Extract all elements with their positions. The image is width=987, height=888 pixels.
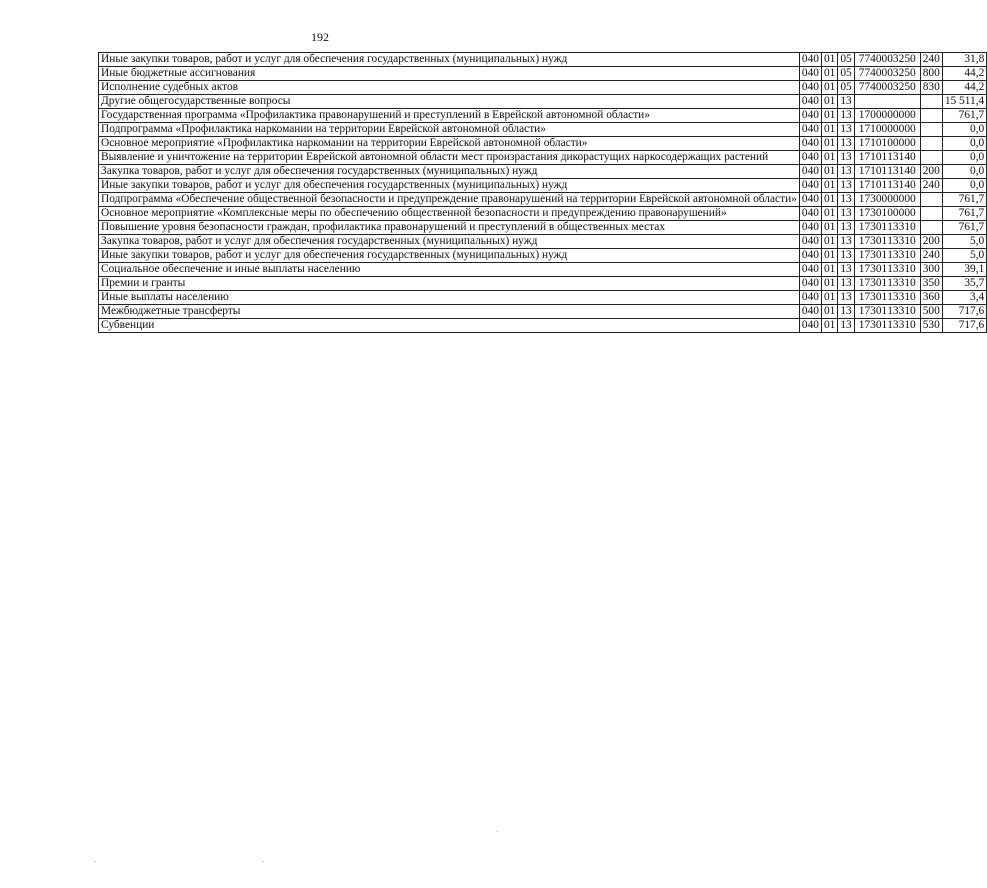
pr-code: 13	[838, 263, 854, 277]
row-name: Основное мероприятие «Профилактика наркомании на территории Еврейской автономной области»	[99, 137, 800, 151]
row-sum: 44,2	[942, 81, 986, 95]
cstr-code	[854, 277, 920, 291]
row-sum: 717,6	[942, 305, 986, 319]
program-code: 17	[858, 277, 871, 289]
vr-code: 530	[920, 319, 942, 333]
row-name: Социальное обеспечение и иные выплаты населению	[99, 263, 800, 277]
gr-code: 040	[799, 179, 821, 193]
rz-code: 01	[821, 249, 837, 263]
row-sum: 761,7	[942, 193, 986, 207]
cstr-code-parts	[857, 263, 918, 276]
row-sum: 5,0	[942, 235, 986, 249]
row-name: Иные закупки товаров, работ и услуг для обеспечения государственных (муниципальных) нужд	[99, 53, 800, 67]
row-sum: 39,1	[942, 263, 986, 277]
row-sum: 15 511,4	[942, 95, 986, 109]
row-name: Иные закупки товаров, работ и услуг для обеспечения государственных (муниципальных) нужд	[99, 179, 800, 193]
vr-code	[920, 137, 942, 151]
pr-code: 13	[838, 207, 854, 221]
vr-code	[920, 193, 942, 207]
row-name: Межбюджетные трансферты	[99, 305, 800, 319]
page-number: 192	[311, 30, 329, 44]
rz-code: 01	[821, 67, 837, 81]
cstr-code-parts	[857, 221, 918, 234]
gr-code: 040	[799, 207, 821, 221]
cstr-code	[854, 165, 920, 179]
measure-code: 01	[875, 305, 888, 317]
rz-code: 01	[821, 291, 837, 305]
subprogram-code: 3	[870, 319, 876, 331]
row-name: Исполнение судебных актов	[99, 81, 800, 95]
row-name: Основное мероприятие «Комплексные меры по обеспечению общественной безопасности и предупреждению правонарушений»	[99, 207, 800, 221]
direction-code: 13310	[887, 305, 916, 317]
gr-code: 040	[799, 95, 821, 109]
direction-code: 13310	[887, 319, 916, 331]
cstr-code	[854, 235, 920, 249]
rz-code: 01	[821, 277, 837, 291]
cstr-code	[854, 95, 920, 109]
direction-code: 13310	[887, 221, 916, 233]
pr-code: 05	[838, 81, 854, 95]
subprogram-code: 0	[870, 109, 876, 121]
rz-code: 01	[821, 207, 837, 221]
table-row	[99, 165, 987, 179]
direction-code: 13310	[887, 249, 916, 261]
pr-code: 13	[838, 319, 854, 333]
gr-code: 040	[799, 221, 821, 235]
gr-code: 040	[799, 53, 821, 67]
rz-code: 01	[821, 53, 837, 67]
cstr-code	[854, 207, 920, 221]
cstr-code	[854, 81, 920, 95]
row-name: Субвенции	[99, 319, 800, 333]
table-row	[99, 277, 987, 291]
measure-code: 00	[875, 109, 888, 121]
gr-code: 040	[799, 165, 821, 179]
scan-speck: ·	[94, 858, 97, 866]
vr-code: 830	[920, 81, 942, 95]
cstr-code-parts	[857, 235, 918, 248]
cstr-code	[854, 53, 920, 67]
cstr-code-parts	[857, 277, 918, 290]
direction-code: 00000	[887, 193, 916, 205]
cstr-code	[854, 137, 920, 151]
row-sum: 761,7	[942, 221, 986, 235]
program-code: 17	[858, 179, 871, 191]
pr-code: 13	[838, 193, 854, 207]
direction-code: 00000	[887, 207, 916, 219]
program-code: 17	[858, 221, 871, 233]
gr-code: 040	[799, 263, 821, 277]
measure-code: 00	[875, 81, 888, 93]
cstr-code-parts	[857, 291, 918, 304]
subprogram-code: 4	[870, 53, 876, 65]
table-row	[99, 67, 987, 81]
cstr-code-parts	[857, 249, 918, 262]
measure-code: 01	[875, 137, 888, 149]
vr-code	[920, 151, 942, 165]
pr-code: 13	[838, 109, 854, 123]
pr-code: 13	[838, 123, 854, 137]
pr-code: 13	[838, 277, 854, 291]
row-sum: 0,0	[942, 179, 986, 193]
row-sum: 0,0	[942, 137, 986, 151]
vr-code: 360	[920, 291, 942, 305]
program-code: 17	[858, 165, 871, 177]
program-code: 17	[858, 249, 871, 261]
pr-code: 05	[838, 53, 854, 67]
pr-code: 13	[838, 291, 854, 305]
program-code: 17	[858, 263, 871, 275]
table-row	[99, 109, 987, 123]
measure-code: 00	[875, 67, 888, 79]
rz-code: 01	[821, 221, 837, 235]
row-name: Закупка товаров, работ и услуг для обеспечения государственных (муниципальных) нужд	[99, 235, 800, 249]
row-sum: 31,8	[942, 53, 986, 67]
table-row	[99, 193, 987, 207]
subprogram-code: 3	[870, 249, 876, 261]
gr-code: 040	[799, 291, 821, 305]
cstr-code	[854, 319, 920, 333]
gr-code: 040	[799, 319, 821, 333]
table-row	[99, 235, 987, 249]
table-row	[99, 207, 987, 221]
subprogram-code: 4	[870, 67, 876, 79]
measure-code: 01	[875, 277, 888, 289]
vr-code: 300	[920, 263, 942, 277]
gr-code: 040	[799, 193, 821, 207]
row-sum: 0,0	[942, 165, 986, 179]
cstr-code-parts	[857, 67, 918, 80]
row-sum: 0,0	[942, 151, 986, 165]
scan-speck: ·	[496, 828, 499, 836]
program-code: 17	[858, 151, 871, 163]
measure-code: 01	[875, 235, 888, 247]
direction-code: 03250	[887, 67, 916, 79]
direction-code: 13310	[887, 235, 916, 247]
pr-code: 13	[838, 221, 854, 235]
table-row	[99, 291, 987, 305]
cstr-code-parts	[857, 123, 918, 136]
vr-code: 200	[920, 235, 942, 249]
cstr-code	[854, 221, 920, 235]
row-name: Иные выплаты населению	[99, 291, 800, 305]
subprogram-code: 4	[870, 81, 876, 93]
measure-code: 01	[875, 151, 888, 163]
table-row	[99, 81, 987, 95]
row-name: Повышение уровня безопасности граждан, профилактика правонарушений и преступлений в общественных местах	[99, 221, 800, 235]
subprogram-code: 3	[870, 207, 876, 219]
cstr-code	[854, 179, 920, 193]
rz-code: 01	[821, 137, 837, 151]
pr-code: 13	[838, 305, 854, 319]
program-code: 17	[858, 291, 871, 303]
vr-code: 200	[920, 165, 942, 179]
measure-code: 01	[875, 207, 888, 219]
vr-code	[920, 95, 942, 109]
gr-code: 040	[799, 109, 821, 123]
measure-code: 01	[875, 165, 888, 177]
measure-code: 01	[875, 291, 888, 303]
table-row	[99, 151, 987, 165]
gr-code: 040	[799, 67, 821, 81]
row-name: Премии и гранты	[99, 277, 800, 291]
program-code: 17	[858, 305, 871, 317]
row-name: Иные бюджетные ассигнования	[99, 67, 800, 81]
rz-code: 01	[821, 305, 837, 319]
row-sum: 717,6	[942, 319, 986, 333]
pr-code: 13	[838, 179, 854, 193]
table-row	[99, 95, 987, 109]
table-row	[99, 137, 987, 151]
program-code: 17	[858, 193, 871, 205]
program-code: 77	[858, 67, 871, 79]
row-name: Закупка товаров, работ и услуг для обеспечения государственных (муниципальных) нужд	[99, 165, 800, 179]
table-row	[99, 305, 987, 319]
cstr-code-parts	[857, 207, 918, 220]
table-row	[99, 179, 987, 193]
program-code: 77	[858, 81, 871, 93]
program-code: 17	[858, 319, 871, 331]
subprogram-code: 3	[870, 305, 876, 317]
table-row	[99, 53, 987, 67]
row-name: Государственная программа «Профилактика правонарушений и преступлений в Еврейской автономной области»	[99, 109, 800, 123]
cstr-code-parts	[857, 137, 918, 150]
rz-code: 01	[821, 95, 837, 109]
direction-code: 03250	[887, 81, 916, 93]
program-code: 77	[858, 53, 871, 65]
cstr-code	[854, 305, 920, 319]
direction-code: 13140	[887, 179, 916, 191]
direction-code: 13310	[887, 277, 916, 289]
direction-code: 13140	[887, 151, 916, 163]
scan-speck: ·	[262, 858, 265, 866]
rz-code: 01	[821, 81, 837, 95]
measure-code: 01	[875, 221, 888, 233]
row-sum: 44,2	[942, 67, 986, 81]
rz-code: 01	[821, 193, 837, 207]
subprogram-code: 3	[870, 193, 876, 205]
program-code: 17	[858, 235, 871, 247]
subprogram-code: 3	[870, 235, 876, 247]
subprogram-code: 1	[870, 123, 876, 135]
cstr-code	[854, 151, 920, 165]
gr-code: 040	[799, 151, 821, 165]
gr-code: 040	[799, 137, 821, 151]
table-row	[99, 123, 987, 137]
gr-code: 040	[799, 123, 821, 137]
measure-code: 01	[875, 249, 888, 261]
rz-code: 01	[821, 263, 837, 277]
subprogram-code: 3	[870, 277, 876, 289]
rz-code: 01	[821, 123, 837, 137]
cstr-code	[854, 67, 920, 81]
gr-code: 040	[799, 249, 821, 263]
program-code: 17	[858, 137, 871, 149]
vr-code	[920, 123, 942, 137]
gr-code: 040	[799, 277, 821, 291]
subprogram-code: 3	[870, 221, 876, 233]
vr-code	[920, 221, 942, 235]
row-sum: 3,4	[942, 291, 986, 305]
cstr-code-parts	[857, 193, 918, 206]
gr-code: 040	[799, 305, 821, 319]
cstr-code-parts	[857, 53, 918, 66]
program-code: 17	[858, 109, 871, 121]
pr-code: 13	[838, 95, 854, 109]
subprogram-code: 1	[870, 151, 876, 163]
budget-table-body	[99, 53, 987, 333]
row-name: Подпрограмма «Обеспечение общественной безопасности и предупреждение правонарушений на территории Еврейской автономной области»	[99, 193, 800, 207]
direction-code: 13140	[887, 165, 916, 177]
cstr-code	[854, 109, 920, 123]
row-sum: 35,7	[942, 277, 986, 291]
table-row	[99, 263, 987, 277]
subprogram-code: 1	[870, 179, 876, 191]
direction-code: 00000	[887, 137, 916, 149]
vr-code: 500	[920, 305, 942, 319]
cstr-code	[854, 249, 920, 263]
row-name: Выявление и уничтожение на территории Еврейской автономной области мест произрастания дикорастущих наркосодержащих растений	[99, 151, 800, 165]
direction-code: 00000	[887, 109, 916, 121]
vr-code	[920, 207, 942, 221]
table-row	[99, 249, 987, 263]
cstr-code-parts	[857, 319, 918, 332]
vr-code: 240	[920, 53, 942, 67]
rz-code: 01	[821, 235, 837, 249]
row-name: Другие общегосударственные вопросы	[99, 95, 800, 109]
gr-code: 040	[799, 235, 821, 249]
cstr-code-parts	[857, 165, 918, 178]
cstr-code	[854, 193, 920, 207]
cstr-code-parts	[857, 109, 918, 122]
cstr-code	[854, 123, 920, 137]
measure-code: 01	[875, 319, 888, 331]
pr-code: 13	[838, 151, 854, 165]
pr-code: 13	[838, 137, 854, 151]
pr-code: 13	[838, 235, 854, 249]
subprogram-code: 3	[870, 263, 876, 275]
vr-code: 350	[920, 277, 942, 291]
row-name: Иные закупки товаров, работ и услуг для обеспечения государственных (муниципальных) нужд	[99, 249, 800, 263]
row-name: Подпрограмма «Профилактика наркомании на территории Еврейской автономной области»	[99, 123, 800, 137]
vr-code: 240	[920, 249, 942, 263]
direction-code: 03250	[887, 53, 916, 65]
pr-code: 13	[838, 165, 854, 179]
measure-code: 00	[875, 53, 888, 65]
cstr-code	[854, 263, 920, 277]
cstr-code-parts	[857, 179, 918, 192]
cstr-code-parts	[857, 305, 918, 318]
gr-code: 040	[799, 81, 821, 95]
subprogram-code: 1	[870, 165, 876, 177]
table-row	[99, 221, 987, 235]
subprogram-code: 1	[870, 137, 876, 149]
rz-code: 01	[821, 179, 837, 193]
vr-code: 240	[920, 179, 942, 193]
cstr-code-parts	[857, 81, 918, 94]
rz-code: 01	[821, 319, 837, 333]
rz-code: 01	[821, 165, 837, 179]
vr-code	[920, 109, 942, 123]
program-code: 17	[858, 207, 871, 219]
row-sum: 761,7	[942, 207, 986, 221]
row-sum: 761,7	[942, 109, 986, 123]
measure-code: 01	[875, 179, 888, 191]
rz-code: 01	[821, 151, 837, 165]
direction-code: 00000	[887, 123, 916, 135]
table-row	[99, 319, 987, 333]
rz-code: 01	[821, 109, 837, 123]
subprogram-code: 3	[870, 291, 876, 303]
pr-code: 05	[838, 67, 854, 81]
budget-table	[98, 52, 987, 333]
pr-code: 13	[838, 249, 854, 263]
row-sum: 5,0	[942, 249, 986, 263]
vr-code: 800	[920, 67, 942, 81]
measure-code: 00	[875, 123, 888, 135]
measure-code: 01	[875, 263, 888, 275]
direction-code: 13310	[887, 263, 916, 275]
cstr-code	[854, 291, 920, 305]
program-code: 17	[858, 123, 871, 135]
row-sum: 0,0	[942, 123, 986, 137]
cstr-code-parts	[857, 151, 918, 164]
measure-code: 00	[875, 193, 888, 205]
direction-code: 13310	[887, 291, 916, 303]
